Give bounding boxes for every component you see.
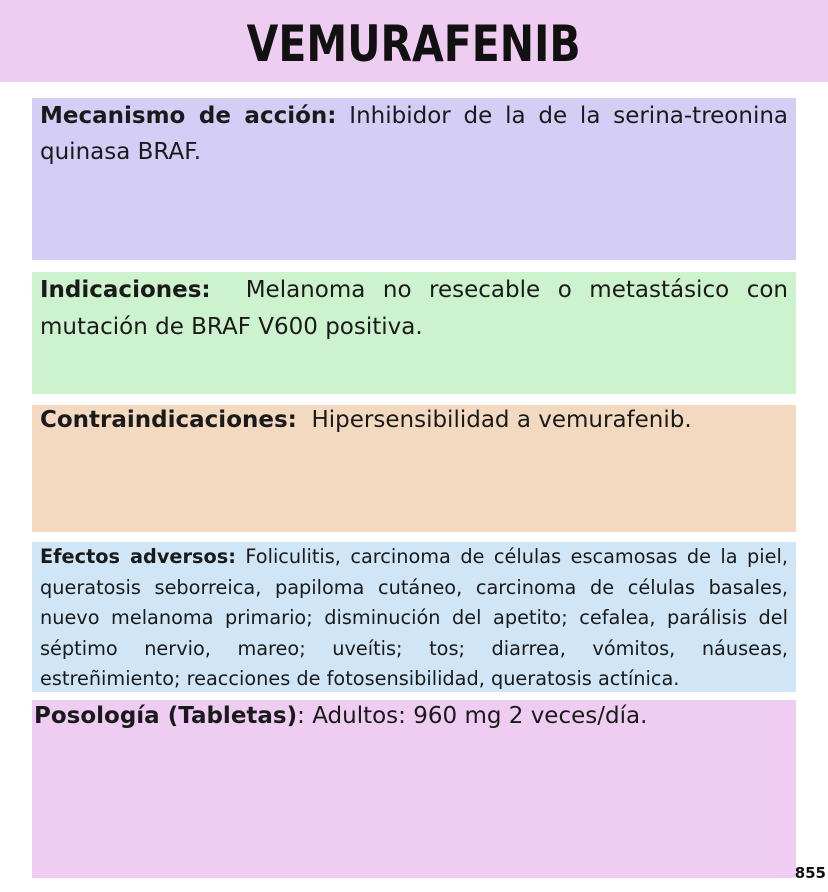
posologia-section [32,700,796,878]
page-title: VEMURAFENIB [247,15,581,73]
title-banner [0,0,828,82]
posologia-paragraph [34,700,788,732]
mecanismo-text: Inhibidor de la de la serina-treonina quinasa BRAF. [40,103,789,165]
indicaciones-label: Indicaciones: [40,277,211,303]
efectos-text: Foliculitis, carcinoma de células escamosas de la piel, queratosis seborreica, papiloma cutáneo, carcinoma de células basales, nuevo melanoma primario; disminución del apetito; cefalea, parálisis del séptimo nervio, mareo; uveítis; tos; diarrea, vómitos, náuseas, estreñimiento; reacciones de fotosensibilidad, queratosis actínica. [40,545,788,690]
contraindicaciones-paragraph [40,405,788,435]
page-number: 855 [794,864,826,882]
contraindicaciones-label: Contraindicaciones: [40,407,297,433]
contraindicaciones-section [32,405,796,532]
indicaciones-text: Melanoma no resecable o metastásico con mutación de BRAF V600 positiva. [40,277,788,340]
posologia-label: Posología (Tabletas) [34,703,298,729]
mecanismo-section [32,98,796,260]
efectos-label: Efectos adversos: [40,545,236,568]
contraindicaciones-text: Hipersensibilidad a vemurafenib. [311,407,692,433]
mecanismo-label: Mecanismo de acción: [40,103,337,129]
posologia-text: : Adultos: 960 mg 2 veces/día. [297,703,648,729]
mecanismo-paragraph [40,98,788,170]
efectos-paragraph [40,542,788,695]
indicaciones-section [32,272,796,394]
indicaciones-paragraph [40,272,788,346]
efectos-adversos-section [32,542,796,692]
